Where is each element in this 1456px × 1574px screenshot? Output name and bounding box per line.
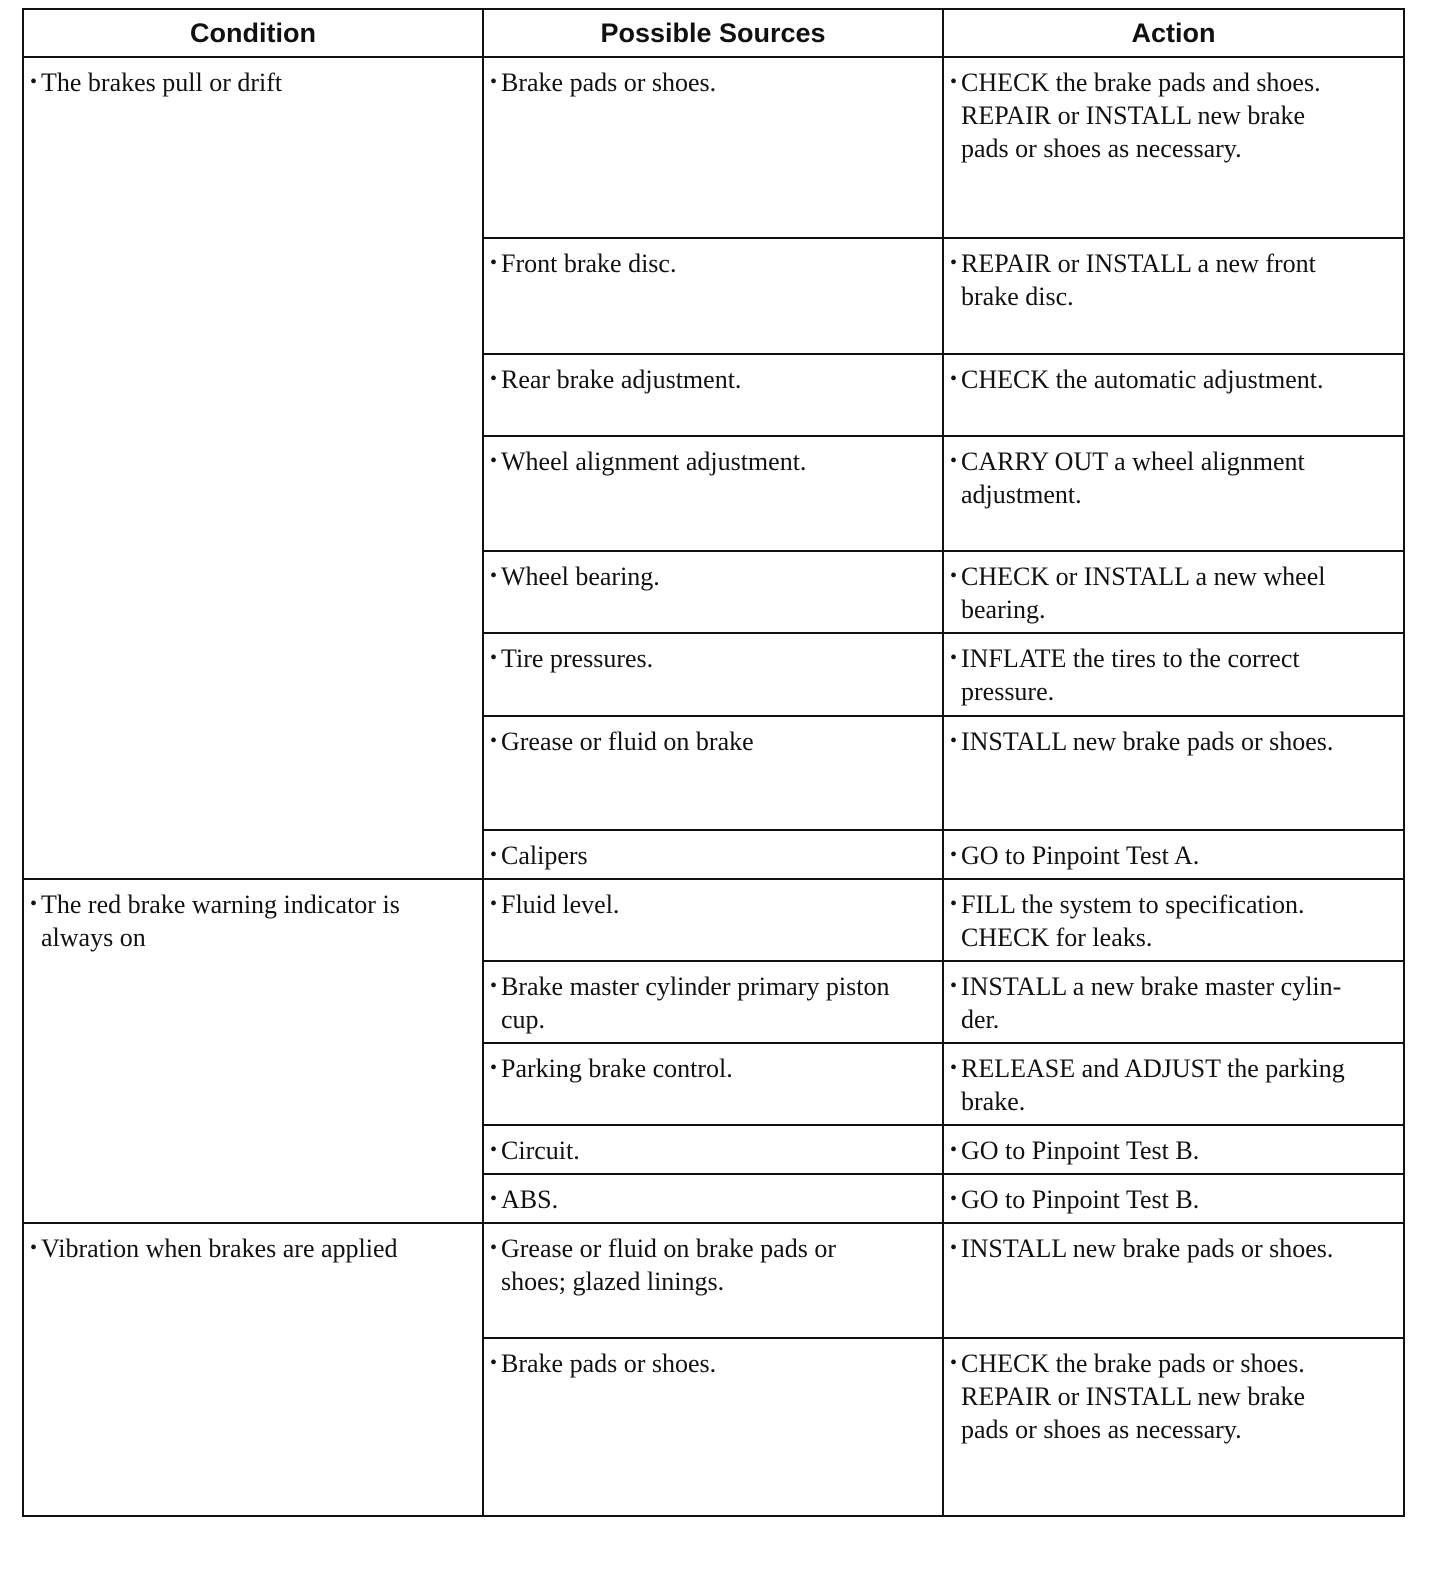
table-row bbox=[23, 1223, 1404, 1338]
action-text: FILL the system to specification. CHECK for leaks. bbox=[961, 890, 1305, 952]
bullet-icon: • bbox=[950, 1352, 958, 1374]
action-text: CHECK the brake pads or shoes. REPAIR or INSTALL new brake pads or shoes as necessary. bbox=[961, 1349, 1306, 1444]
condition-content bbox=[30, 1232, 476, 1265]
source-cell bbox=[483, 830, 943, 879]
action-cell bbox=[943, 1223, 1404, 1338]
header-action: Action bbox=[943, 9, 1404, 57]
source-cell bbox=[483, 633, 943, 716]
bullet-icon: • bbox=[950, 1237, 958, 1259]
source-text: Brake pads or shoes. bbox=[501, 68, 717, 97]
bullet-icon: • bbox=[950, 1057, 958, 1079]
bullet-icon: • bbox=[950, 975, 958, 997]
bullet-icon: • bbox=[30, 71, 38, 93]
source-cell bbox=[483, 57, 943, 238]
bullet-icon: • bbox=[490, 1352, 498, 1374]
source-text: ABS. bbox=[501, 1185, 559, 1214]
source-text: Calipers bbox=[501, 841, 588, 870]
source-cell bbox=[483, 1174, 943, 1223]
source-content bbox=[490, 1052, 936, 1085]
diagnosis-table bbox=[22, 8, 1405, 1517]
bullet-icon: • bbox=[490, 71, 498, 93]
action-content bbox=[950, 1134, 1397, 1167]
source-content bbox=[490, 1134, 936, 1167]
source-content bbox=[490, 888, 936, 921]
source-content bbox=[490, 642, 936, 675]
source-content bbox=[490, 1183, 936, 1216]
action-text: INSTALL a new brake master cylin- der. bbox=[961, 972, 1342, 1034]
source-text: Tire pressures. bbox=[501, 644, 654, 673]
source-cell bbox=[483, 961, 943, 1043]
source-text: Grease or fluid on brake pads or shoes; glazed linings. bbox=[501, 1234, 836, 1296]
source-cell bbox=[483, 551, 943, 633]
condition-text: Vibration when brakes are applied bbox=[41, 1234, 398, 1263]
action-content bbox=[950, 1052, 1397, 1118]
source-text: Wheel alignment adjustment. bbox=[501, 447, 807, 476]
action-cell bbox=[943, 1174, 1404, 1223]
action-cell bbox=[943, 1338, 1404, 1516]
condition-content bbox=[30, 888, 476, 954]
header-condition: Condition bbox=[23, 9, 483, 57]
bullet-icon: • bbox=[490, 844, 498, 866]
bullet-icon: • bbox=[490, 1188, 498, 1210]
table-body bbox=[23, 57, 1404, 1516]
action-text: GO to Pinpoint Test B. bbox=[961, 1185, 1200, 1214]
source-cell bbox=[483, 1125, 943, 1174]
source-content bbox=[490, 66, 936, 99]
source-cell bbox=[483, 716, 943, 830]
action-text: INSTALL new brake pads or shoes. bbox=[961, 1234, 1334, 1263]
source-text: Rear brake adjustment. bbox=[501, 365, 742, 394]
bullet-icon: • bbox=[950, 730, 958, 752]
source-content bbox=[490, 560, 936, 593]
bullet-icon: • bbox=[950, 647, 958, 669]
action-cell bbox=[943, 238, 1404, 354]
action-cell bbox=[943, 961, 1404, 1043]
condition-cell bbox=[23, 57, 483, 879]
header-row bbox=[23, 9, 1404, 57]
condition-text: The brakes pull or drift bbox=[41, 68, 283, 97]
source-cell bbox=[483, 1043, 943, 1125]
action-content bbox=[950, 1232, 1397, 1265]
source-content bbox=[490, 1232, 936, 1298]
bullet-icon: • bbox=[950, 450, 958, 472]
bullet-icon: • bbox=[950, 1188, 958, 1210]
action-content bbox=[950, 66, 1397, 165]
source-text: Wheel bearing. bbox=[501, 562, 660, 591]
bullet-icon: • bbox=[490, 1237, 498, 1259]
bullet-icon: • bbox=[490, 450, 498, 472]
action-content bbox=[950, 363, 1397, 396]
bullet-icon: • bbox=[950, 565, 958, 587]
table-row bbox=[23, 879, 1404, 961]
condition-content bbox=[30, 66, 476, 99]
action-text: CHECK or INSTALL a new wheel bearing. bbox=[961, 562, 1326, 624]
bullet-icon: • bbox=[490, 565, 498, 587]
action-text: INSTALL new brake pads or shoes. bbox=[961, 727, 1334, 756]
bullet-icon: • bbox=[490, 975, 498, 997]
source-content bbox=[490, 363, 936, 396]
bullet-icon: • bbox=[490, 647, 498, 669]
source-text: Fluid level. bbox=[501, 890, 620, 919]
source-cell bbox=[483, 238, 943, 354]
action-content bbox=[950, 560, 1397, 626]
action-content bbox=[950, 445, 1397, 511]
bullet-icon: • bbox=[490, 252, 498, 274]
action-cell bbox=[943, 879, 1404, 961]
source-content bbox=[490, 725, 936, 758]
bullet-icon: • bbox=[490, 1057, 498, 1079]
action-cell bbox=[943, 354, 1404, 436]
action-cell bbox=[943, 57, 1404, 238]
action-cell bbox=[943, 551, 1404, 633]
source-text: Front brake disc. bbox=[501, 249, 677, 278]
action-text: GO to Pinpoint Test B. bbox=[961, 1136, 1200, 1165]
action-text: CHECK the automatic adjustment. bbox=[961, 365, 1324, 394]
bullet-icon: • bbox=[950, 844, 958, 866]
bullet-icon: • bbox=[30, 893, 38, 915]
action-text: REPAIR or INSTALL a new front brake disc. bbox=[961, 249, 1316, 311]
source-cell bbox=[483, 879, 943, 961]
source-text: Grease or fluid on brake bbox=[501, 727, 754, 756]
condition-cell bbox=[23, 1223, 483, 1516]
condition-text: The red brake warning indicator is always on bbox=[41, 890, 400, 952]
action-cell bbox=[943, 1043, 1404, 1125]
bullet-icon: • bbox=[950, 1139, 958, 1161]
action-cell bbox=[943, 830, 1404, 879]
source-cell bbox=[483, 1223, 943, 1338]
header-possible-sources: Possible Sources bbox=[483, 9, 943, 57]
bullet-icon: • bbox=[950, 252, 958, 274]
condition-cell bbox=[23, 879, 483, 1223]
action-text: RELEASE and ADJUST the parking brake. bbox=[961, 1054, 1345, 1116]
action-text: GO to Pinpoint Test A. bbox=[961, 841, 1200, 870]
table-row bbox=[23, 57, 1404, 238]
action-text: CHECK the brake pads and shoes. REPAIR or INSTALL new brake pads or shoes as necessary. bbox=[961, 68, 1321, 163]
action-text: INFLATE the tires to the correct pressure. bbox=[961, 644, 1300, 706]
action-content bbox=[950, 642, 1397, 708]
source-cell bbox=[483, 1338, 943, 1516]
source-content bbox=[490, 247, 936, 280]
action-content bbox=[950, 1183, 1397, 1216]
action-content bbox=[950, 888, 1397, 954]
bullet-icon: • bbox=[490, 730, 498, 752]
source-text: Parking brake control. bbox=[501, 1054, 733, 1083]
bullet-icon: • bbox=[950, 71, 958, 93]
source-content bbox=[490, 1347, 936, 1380]
action-content bbox=[950, 725, 1397, 758]
source-content bbox=[490, 445, 936, 478]
action-cell bbox=[943, 633, 1404, 716]
bullet-icon: • bbox=[950, 893, 958, 915]
source-content bbox=[490, 970, 936, 1036]
source-text: Circuit. bbox=[501, 1136, 580, 1165]
source-content bbox=[490, 839, 936, 872]
bullet-icon: • bbox=[490, 893, 498, 915]
action-content bbox=[950, 839, 1397, 872]
action-content bbox=[950, 1347, 1397, 1446]
action-text: CARRY OUT a wheel alignment adjustment. bbox=[961, 447, 1305, 509]
action-cell bbox=[943, 716, 1404, 830]
action-content bbox=[950, 970, 1397, 1036]
bullet-icon: • bbox=[490, 1139, 498, 1161]
action-cell bbox=[943, 436, 1404, 551]
source-cell bbox=[483, 436, 943, 551]
bullet-icon: • bbox=[950, 368, 958, 390]
action-cell bbox=[943, 1125, 1404, 1174]
source-text: Brake pads or shoes. bbox=[501, 1349, 717, 1378]
action-content bbox=[950, 247, 1397, 313]
bullet-icon: • bbox=[490, 368, 498, 390]
source-cell bbox=[483, 354, 943, 436]
bullet-icon: • bbox=[30, 1237, 38, 1259]
source-text: Brake master cylinder primary piston cup. bbox=[501, 972, 890, 1034]
